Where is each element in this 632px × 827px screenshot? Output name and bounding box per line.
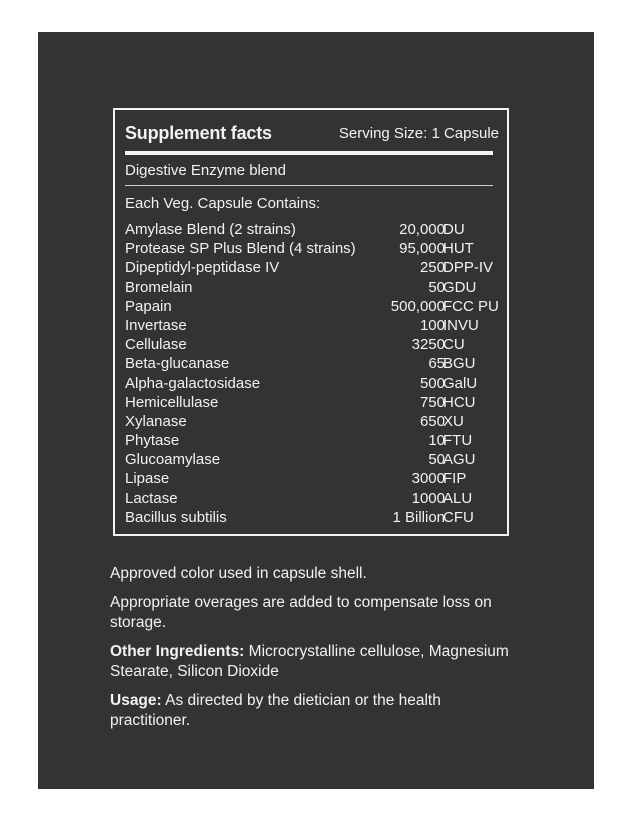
ingredient-name: Bromelain (125, 278, 193, 296)
ingredient-name: Hemicellulase (125, 393, 219, 411)
ingredient-name: Alpha-galactosidase (125, 374, 261, 392)
ingredient-name: Invertase (125, 316, 187, 334)
ingredient-unit: CU (443, 336, 465, 354)
facts-header (125, 122, 499, 144)
ingredient-name: Dipeptidyl-peptidase IV (125, 259, 280, 277)
ingredient-name: Phytase (125, 432, 180, 450)
ingredient-row (125, 450, 501, 469)
ingredient-name: Protease SP Plus Blend (4 strains) (125, 240, 356, 258)
ingredient-unit: AGU (443, 451, 476, 469)
ingredient-unit: HCU (443, 393, 476, 411)
ingredient-amount: 20,000 (399, 221, 445, 238)
ingredient-unit: CFU (443, 508, 474, 526)
ingredient-row (125, 239, 501, 258)
ingredient-amount: 50 (428, 278, 445, 296)
thin-divider (125, 185, 493, 186)
ingredient-name: Xylanase (125, 412, 187, 430)
ingredients-list (125, 220, 501, 527)
ingredient-row (125, 508, 501, 527)
ingredient-name: Lipase (125, 470, 170, 488)
ingredient-amount: 10 (428, 432, 445, 450)
supplement-label-panel (38, 32, 594, 789)
ingredient-row (125, 354, 501, 373)
ingredient-name: Glucoamylase (125, 451, 221, 469)
ingredient-amount: 3250 (411, 336, 445, 354)
ingredient-amount: 1000 (411, 489, 445, 507)
ingredient-row (125, 316, 501, 335)
supplement-facts-box (113, 108, 509, 536)
ingredient-row (125, 489, 501, 508)
serving-size: Serving Size: 1 Capsule (338, 125, 499, 142)
other-ingredients-label: Other Ingredients: (110, 643, 245, 660)
ingredient-unit: ALU (443, 489, 473, 507)
color-note: Approved color used in capsule shell. (110, 565, 367, 582)
other-ingredients-text: Microcrystalline cellulose, Magnesium Stearate, Silicon Dioxide (110, 643, 509, 680)
ingredient-row (125, 258, 501, 277)
ingredient-name: Beta-glucanase (125, 355, 230, 373)
ingredient-row (125, 335, 501, 354)
ingredient-amount: 500 (419, 374, 445, 392)
ingredient-name: Papain (125, 297, 172, 315)
ingredient-amount: 65 (428, 355, 445, 373)
ingredient-row (125, 220, 501, 239)
other-ingredients-note (110, 642, 520, 682)
usage-label: Usage: (110, 692, 162, 709)
ingredient-unit: DPP-IV (443, 259, 494, 277)
ingredient-unit: INVU (443, 316, 479, 334)
ingredient-amount: 650 (419, 412, 445, 430)
contains-label: Each Veg. Capsule Contains: (125, 195, 321, 212)
ingredient-unit: GalU (443, 374, 478, 392)
ingredient-amount: 750 (419, 393, 445, 411)
ingredient-amount: 100 (419, 316, 445, 334)
ingredient-name: Lactase (125, 489, 178, 507)
ingredient-unit: DU (443, 221, 465, 238)
ingredient-amount: 250 (419, 259, 445, 277)
ingredient-row (125, 412, 501, 431)
thick-divider (125, 151, 493, 155)
ingredient-unit: FIP (443, 470, 467, 488)
ingredient-amount: 500,000 (390, 297, 445, 315)
ingredient-row (125, 393, 501, 412)
ingredient-unit: GDU (443, 278, 477, 296)
overage-note: Appropriate overages are added to compensate loss on storage. (110, 594, 492, 631)
ingredient-name: Bacillus subtilis (125, 508, 227, 526)
ingredient-row (125, 278, 501, 297)
ingredient-row (125, 431, 501, 450)
ingredient-row (125, 374, 501, 393)
ingredient-row (125, 469, 501, 488)
ingredient-unit: FTU (443, 432, 473, 450)
ingredient-unit: BGU (443, 355, 476, 373)
ingredient-name: Cellulase (125, 336, 187, 354)
ingredient-unit: HUT (443, 240, 474, 258)
usage-note (110, 691, 520, 731)
label-notes (110, 564, 520, 740)
facts-title: Supplement facts (125, 123, 272, 143)
ingredient-row (125, 297, 501, 316)
ingredient-unit: XU (443, 412, 464, 430)
ingredient-name: Amylase Blend (2 strains) (125, 221, 296, 238)
ingredient-amount: 50 (428, 451, 445, 469)
ingredient-amount: 95,000 (399, 240, 445, 258)
usage-text: As directed by the dietician or the health practitioner. (110, 692, 441, 729)
blend-name: Digestive Enzyme blend (125, 162, 286, 179)
ingredient-amount: 3000 (411, 470, 445, 488)
ingredient-unit: FCC PU (443, 297, 499, 315)
ingredient-amount: 1 Billion (392, 508, 445, 526)
